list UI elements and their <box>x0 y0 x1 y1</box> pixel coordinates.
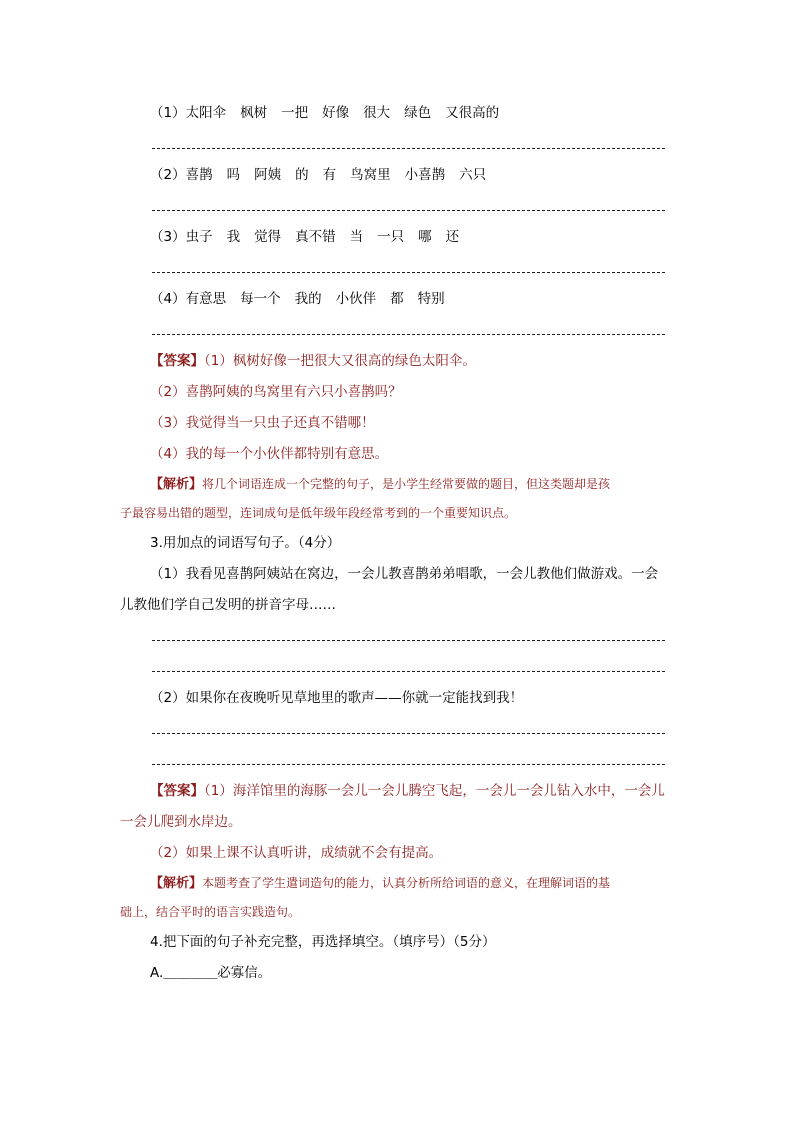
answer-text: （1）枫树好像一把很大又很高的绿色太阳伞。 <box>204 353 476 369</box>
analysis-block-2 <box>150 470 665 499</box>
answer-tag: 【答案】 <box>150 783 204 799</box>
answer-blank-line[interactable] <box>150 191 665 222</box>
question-2-4: （4）有意思 每一个 我的 小伙伴 都 特别 <box>150 291 445 307</box>
answer-text: （2）喜鹊阿姨的鸟窝里有六只小喜鹊吗？ <box>150 384 402 400</box>
answer-text: （2）如果上课不认真听讲，成绩就不会有提高。 <box>150 845 443 861</box>
question-number: （4） <box>150 291 186 307</box>
analysis-text: 子最容易出错的题型，连词成句是低年级年段经常考到的一个重要知识点。 <box>120 506 517 520</box>
fill-in-item-a[interactable]: A.＿＿＿＿必寡信。 <box>150 965 272 981</box>
answer-blank-line[interactable] <box>150 129 665 160</box>
answer-blank-line[interactable] <box>150 714 665 745</box>
analysis-tag: 【解析】 <box>150 477 203 492</box>
question-number: （3） <box>150 229 186 245</box>
analysis-tag: 【解析】 <box>150 876 203 891</box>
section-4-heading: 4.把下面的句子补充完整，再选择填空。（填序号）（5分） <box>150 934 496 950</box>
question-2-1: （1）太阳伞 枫树 一把 好像 很大 绿色 又很高的 <box>150 105 500 121</box>
answer-blank-line[interactable] <box>150 253 665 284</box>
analysis-block-3 <box>150 869 665 898</box>
document-page <box>120 98 665 989</box>
answer-blank-line[interactable] <box>150 621 665 652</box>
question-2-2: （2）喜鹊 吗 阿姨 的 有 鸟窝里 小喜鹊 六只 <box>150 167 487 183</box>
question-number: （2） <box>150 167 186 183</box>
analysis-text: 本题考查了学生遣词造句的能力，认真分析所给词语的意义，在理解词语的基 <box>202 876 611 890</box>
analysis-text: 将几个词语连成一个完整的句子，是小学生经常要做的题目，但这类题却是孩 <box>202 477 611 491</box>
section-3-heading: 3.用加点的词语写句子。（4分） <box>150 535 341 551</box>
answer-blank-line[interactable] <box>150 745 665 776</box>
question-2-3: （3）虫子 我 觉得 真不错 当 一只 哪 还 <box>150 229 460 245</box>
answer-text: （4）我的每一个小伙伴都特别有意思。 <box>150 446 389 462</box>
answer-blank-line[interactable] <box>150 652 665 683</box>
answer-text: （1）海洋馆里的海豚一会儿一会儿腾空飞起，一会儿一会儿钻入水中，一会儿 <box>204 783 665 799</box>
answer-text: 一会儿爬到水岸边。 <box>120 814 242 830</box>
question-3-2: （2）如果你在夜晚听见草地里的歌声——你就一定能找到我！ <box>150 690 524 706</box>
answer-block-2 <box>150 346 665 377</box>
question-number: （1） <box>150 105 186 121</box>
question-3-1-cont: 儿教他们学自己发明的拼音字母…… <box>120 597 336 613</box>
analysis-text: 础上，结合平时的语言实践造句。 <box>120 905 301 919</box>
question-3-1: （1）我看见喜鹊阿姨站在窝边，一会儿教喜鹊弟弟唱歌，一会儿教他们做游戏。一会 <box>150 566 659 582</box>
answer-block-3 <box>150 776 665 807</box>
answer-blank-line[interactable] <box>150 315 665 346</box>
answer-tag: 【答案】 <box>150 353 204 369</box>
answer-text: （3）我觉得当一只虫子还真不错哪！ <box>150 415 375 431</box>
